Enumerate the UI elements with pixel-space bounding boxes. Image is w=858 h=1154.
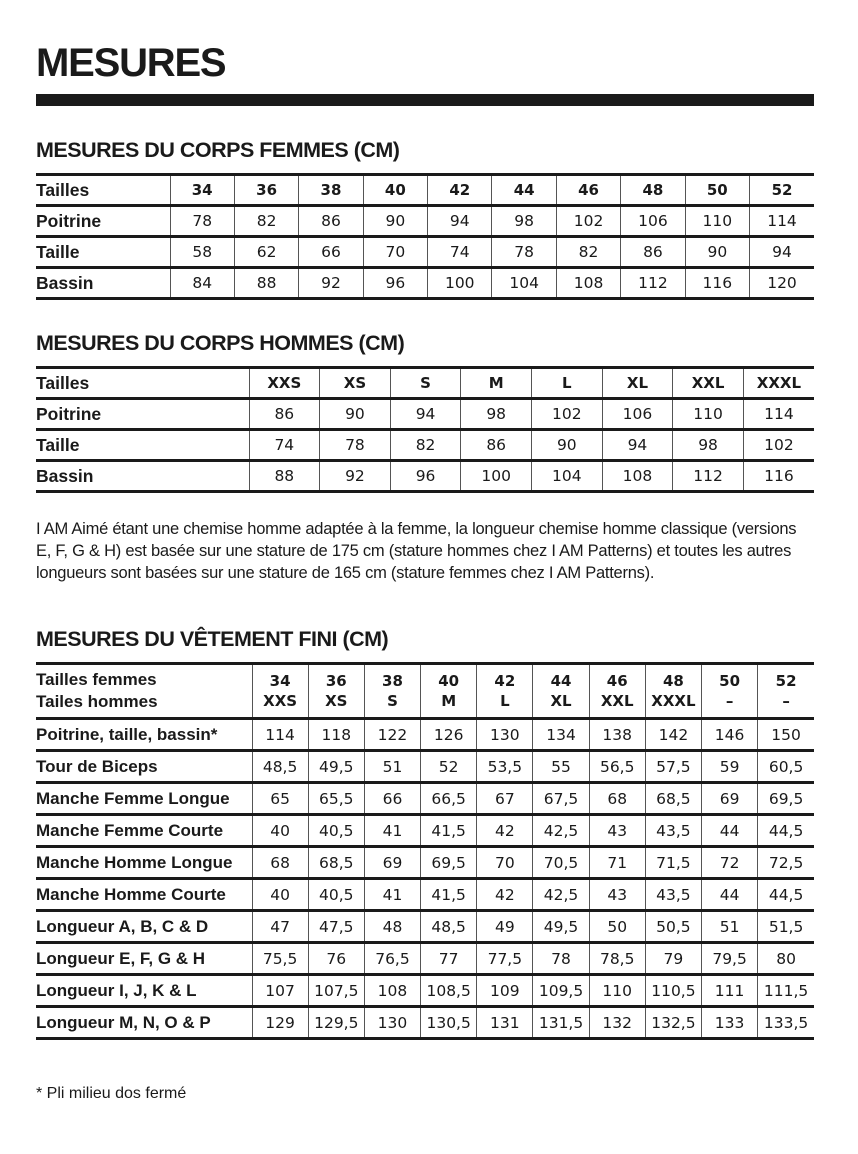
measurement-cell: 41 (364, 815, 420, 847)
measurement-cell: 111 (702, 975, 758, 1007)
measurement-cell: 60,5 (758, 751, 814, 783)
measurement-cell: 86 (621, 237, 685, 268)
row-label: Manche Femme Longue (36, 788, 230, 808)
measurement-cell: 70,5 (533, 847, 589, 879)
row-label: Poitrine (36, 210, 102, 231)
row-label: Longueur M, N, O & P (36, 1012, 211, 1032)
measurement-cell: 100 (428, 268, 492, 299)
measurement-cell: 40 (252, 815, 308, 847)
size-header: XXS (249, 368, 320, 399)
measurement-cell: 40 (252, 879, 308, 911)
table-header-row (36, 664, 814, 719)
measurement-cell: 41 (364, 879, 420, 911)
measurement-cell: 112 (673, 461, 744, 492)
measurement-cell: 106 (602, 399, 673, 430)
measurement-cell: 94 (602, 430, 673, 461)
men-size: XS (325, 692, 348, 710)
measurement-cell: 42 (477, 815, 533, 847)
row-label: Taille (36, 241, 80, 262)
measurement-cell: 42,5 (533, 879, 589, 911)
measurement-cell: 104 (492, 268, 556, 299)
measurement-cell: 42 (477, 879, 533, 911)
measurement-cell: 77 (421, 943, 477, 975)
measurement-cell: 90 (363, 206, 427, 237)
header-label (36, 664, 252, 719)
size-header (308, 664, 364, 719)
women-size: 42 (494, 672, 516, 690)
measurement-cell: 62 (234, 237, 298, 268)
measurement-cell: 129 (252, 1007, 308, 1039)
measurement-cell: 138 (589, 719, 645, 751)
table-row (36, 430, 814, 461)
measurement-cell: 71,5 (645, 847, 701, 879)
measurement-cell: 56,5 (589, 751, 645, 783)
measurement-cell: 133 (702, 1007, 758, 1039)
measurement-cell: 94 (390, 399, 461, 430)
measurement-cell: 72,5 (758, 847, 814, 879)
measurement-cell: 114 (750, 206, 814, 237)
measurement-cell: 92 (299, 268, 363, 299)
table-row (36, 268, 814, 299)
measurement-cell: 98 (673, 430, 744, 461)
men-size: – (782, 692, 790, 710)
size-header (421, 664, 477, 719)
row-label: Bassin (36, 465, 94, 486)
men-size: XXS (263, 692, 298, 710)
measurement-cell: 86 (249, 399, 320, 430)
measurement-cell: 88 (249, 461, 320, 492)
measurement-cell: 42,5 (533, 815, 589, 847)
size-header: 34 (170, 175, 234, 206)
women-size: 48 (662, 672, 684, 690)
table-row (36, 399, 814, 430)
measurement-cell: 84 (170, 268, 234, 299)
measurement-cell: 74 (428, 237, 492, 268)
size-header: 36 (234, 175, 298, 206)
women-body-heading: MESURES DU CORPS FEMMES (CM) (36, 138, 400, 162)
size-header: XXL (673, 368, 744, 399)
table-row (36, 751, 814, 783)
measurement-cell: 48,5 (421, 911, 477, 943)
row-label: Poitrine (36, 403, 102, 424)
row-label: Manche Femme Courte (36, 820, 224, 840)
measurement-cell: 58 (170, 237, 234, 268)
women-size: 44 (550, 672, 572, 690)
measurement-cell: 44 (702, 879, 758, 911)
measurement-cell: 70 (363, 237, 427, 268)
size-header (252, 664, 308, 719)
measurement-cell: 67,5 (533, 783, 589, 815)
measurement-cell: 86 (461, 430, 532, 461)
measurement-cell: 142 (645, 719, 701, 751)
measurement-cell: 110 (685, 206, 749, 237)
size-header: 42 (428, 175, 492, 206)
measurement-cell: 82 (234, 206, 298, 237)
measurement-cell: 86 (299, 206, 363, 237)
measurement-cell: 68 (252, 847, 308, 879)
measurement-cell: 40,5 (308, 815, 364, 847)
measurement-cell: 82 (390, 430, 461, 461)
measurement-cell: 69 (364, 847, 420, 879)
measurement-cell: 100 (461, 461, 532, 492)
header-label: Tailles (36, 372, 90, 393)
women-size: 34 (269, 672, 291, 690)
measurement-cell: 90 (532, 430, 603, 461)
measurement-cell: 102 (556, 206, 620, 237)
women-size: 46 (606, 672, 628, 690)
men-size: S (387, 692, 398, 710)
measurement-cell: 48 (364, 911, 420, 943)
row-label: Longueur I, J, K & L (36, 980, 197, 1000)
size-header (645, 664, 701, 719)
measurement-cell: 76 (308, 943, 364, 975)
men-size: M (441, 692, 457, 710)
measurement-cell: 150 (758, 719, 814, 751)
footnote: * Pli milieu dos fermé (36, 1085, 187, 1102)
size-header (364, 664, 420, 719)
size-header (758, 664, 814, 719)
measurement-cell: 96 (390, 461, 461, 492)
measurement-cell: 76,5 (364, 943, 420, 975)
measurement-cell: 55 (533, 751, 589, 783)
size-header: 52 (750, 175, 814, 206)
measurement-cell: 107,5 (308, 975, 364, 1007)
row-label: Taille (36, 434, 80, 455)
measurement-cell: 65,5 (308, 783, 364, 815)
table-row (36, 815, 814, 847)
measurement-cell: 41,5 (421, 815, 477, 847)
table-row (36, 975, 814, 1007)
size-header: 46 (556, 175, 620, 206)
measurement-cell: 108 (556, 268, 620, 299)
measurement-cell: 96 (363, 268, 427, 299)
measurement-cell: 68,5 (308, 847, 364, 879)
measurement-cell: 74 (249, 430, 320, 461)
measurement-cell: 50 (589, 911, 645, 943)
measurement-cell: 72 (702, 847, 758, 879)
measurement-cell: 51 (702, 911, 758, 943)
measurement-cell: 126 (421, 719, 477, 751)
row-label: Longueur E, F, G & H (36, 948, 206, 968)
men-size: XL (550, 692, 572, 710)
measurement-cell: 94 (428, 206, 492, 237)
measurement-cell: 111,5 (758, 975, 814, 1007)
measurement-cell: 92 (320, 461, 391, 492)
measurement-cell: 40,5 (308, 879, 364, 911)
measurement-cell: 78,5 (589, 943, 645, 975)
row-label: Poitrine, taille, bassin* (36, 724, 218, 744)
table-row (36, 943, 814, 975)
women-body-table (36, 173, 814, 300)
measurement-cell: 132,5 (645, 1007, 701, 1039)
measurement-cell: 68 (589, 783, 645, 815)
measurement-cell: 133,5 (758, 1007, 814, 1039)
measurement-cell: 130 (477, 719, 533, 751)
measurement-cell: 129,5 (308, 1007, 364, 1039)
measurement-cell: 102 (532, 399, 603, 430)
measurement-cell: 51,5 (758, 911, 814, 943)
title-divider (36, 94, 814, 106)
measurement-cell: 108,5 (421, 975, 477, 1007)
measurement-cell: 65 (252, 783, 308, 815)
women-size: 36 (325, 672, 347, 690)
measurement-cell: 41,5 (421, 879, 477, 911)
measurement-cell: 44 (702, 815, 758, 847)
measurement-cell: 78 (170, 206, 234, 237)
size-header (589, 664, 645, 719)
table-header-row (36, 368, 814, 399)
size-header (533, 664, 589, 719)
measurement-cell: 94 (750, 237, 814, 268)
measurement-cell: 43,5 (645, 879, 701, 911)
measurement-cell: 131,5 (533, 1007, 589, 1039)
women-size: 52 (775, 672, 797, 690)
measurement-cell: 53,5 (477, 751, 533, 783)
measurement-cell: 79 (645, 943, 701, 975)
measurement-cell: 59 (702, 751, 758, 783)
measurement-cell: 106 (621, 206, 685, 237)
measurement-cell: 114 (252, 719, 308, 751)
measurement-cell: 109,5 (533, 975, 589, 1007)
table-row (36, 783, 814, 815)
measurement-cell: 112 (621, 268, 685, 299)
men-size: – (725, 692, 734, 710)
size-header: XS (320, 368, 391, 399)
measurement-cell: 110 (673, 399, 744, 430)
measurement-cell: 110 (589, 975, 645, 1007)
measurement-cell: 69,5 (421, 847, 477, 879)
row-label: Manche Homme Courte (36, 884, 226, 904)
measurement-cell: 47 (252, 911, 308, 943)
measurement-cell: 71 (589, 847, 645, 879)
measurement-cell: 131 (477, 1007, 533, 1039)
measurement-cell: 78 (492, 237, 556, 268)
measurement-cell: 146 (702, 719, 758, 751)
size-header: 44 (492, 175, 556, 206)
measurement-cell: 69,5 (758, 783, 814, 815)
measurement-cell: 43 (589, 815, 645, 847)
size-header: XXXL (743, 368, 814, 399)
size-header: XL (602, 368, 673, 399)
measurement-cell: 130 (364, 1007, 420, 1039)
table-row (36, 879, 814, 911)
measurement-cell: 90 (685, 237, 749, 268)
measurement-cell: 48,5 (252, 751, 308, 783)
measurement-cell: 98 (461, 399, 532, 430)
women-size: 50 (719, 672, 741, 690)
row-label: Bassin (36, 272, 94, 293)
measurement-cell: 114 (743, 399, 814, 430)
measurement-cell: 79,5 (702, 943, 758, 975)
stature-note: I AM Aimé étant une chemise homme adaptée à la femme, la longueur chemise homme classique (versions E, F, G & H) est basée sur une stature de 175 cm (stature hommes chez I AM Patterns) et toutes les autres longueurs sont basées sur une stature de 165 cm (stature femmes chez I AM Patterns). (36, 520, 797, 582)
measurement-cell: 67 (477, 783, 533, 815)
measurement-cell: 69 (702, 783, 758, 815)
table-row (36, 1007, 814, 1039)
size-header: M (461, 368, 532, 399)
measurement-cell: 107 (252, 975, 308, 1007)
table-row (36, 237, 814, 268)
measurement-cell: 43 (589, 879, 645, 911)
men-size: XXL (600, 692, 634, 710)
row-label: Manche Homme Longue (36, 852, 233, 872)
measurement-cell: 49,5 (533, 911, 589, 943)
measurement-cell: 110,5 (645, 975, 701, 1007)
measurement-cell: 109 (477, 975, 533, 1007)
size-header: S (390, 368, 461, 399)
table-row (36, 206, 814, 237)
men-size: L (500, 692, 510, 710)
measurement-cell: 51 (364, 751, 420, 783)
page-title: MESURES (36, 41, 226, 85)
header-label-women: Tailles femmes (36, 670, 157, 689)
header-label: Tailles (36, 179, 90, 200)
header-label-men: Tailes hommes (36, 692, 158, 711)
measurement-cell: 66,5 (421, 783, 477, 815)
measurement-cell: 108 (364, 975, 420, 1007)
measurement-cell: 78 (320, 430, 391, 461)
measurement-cell: 108 (602, 461, 673, 492)
size-header: L (532, 368, 603, 399)
measurement-cell: 130,5 (421, 1007, 477, 1039)
size-header (702, 664, 758, 719)
measurement-cell: 104 (532, 461, 603, 492)
men-body-heading: MESURES DU CORPS HOMMES (CM) (36, 331, 405, 355)
measurement-cell: 90 (320, 399, 391, 430)
measurement-cell: 66 (299, 237, 363, 268)
measurement-cell: 49 (477, 911, 533, 943)
measurement-cell: 44,5 (758, 879, 814, 911)
table-row (36, 847, 814, 879)
measurement-cell: 66 (364, 783, 420, 815)
men-body-table (36, 366, 814, 493)
measurement-cell: 78 (533, 943, 589, 975)
measurement-cell: 44,5 (758, 815, 814, 847)
measurement-cell: 134 (533, 719, 589, 751)
measurement-cell: 98 (492, 206, 556, 237)
table-row (36, 461, 814, 492)
women-size: 38 (382, 672, 403, 690)
measurement-cell: 77,5 (477, 943, 533, 975)
table-row (36, 911, 814, 943)
measurement-cell: 118 (308, 719, 364, 751)
garment-table (36, 662, 814, 1040)
size-header (477, 664, 533, 719)
women-size: 40 (438, 672, 460, 690)
size-header: 38 (299, 175, 363, 206)
garment-heading: MESURES DU VÊTEMENT FINI (CM) (36, 627, 389, 651)
measurement-cell: 88 (234, 268, 298, 299)
measurement-cell: 57,5 (645, 751, 701, 783)
measurement-cell: 68,5 (645, 783, 701, 815)
measurement-cell: 70 (477, 847, 533, 879)
measurement-cell: 49,5 (308, 751, 364, 783)
measurement-cell: 120 (750, 268, 814, 299)
measurement-cell: 47,5 (308, 911, 364, 943)
row-label: Longueur A, B, C & D (36, 916, 209, 936)
table-row (36, 719, 814, 751)
measurement-cell: 43,5 (645, 815, 701, 847)
measurement-cell: 132 (589, 1007, 645, 1039)
row-label: Tour de Biceps (36, 756, 158, 776)
measurement-cell: 50,5 (645, 911, 701, 943)
size-header: 48 (621, 175, 685, 206)
measurement-cell: 102 (743, 430, 814, 461)
measurement-cell: 116 (685, 268, 749, 299)
table-header-row (36, 175, 814, 206)
measurement-cell: 80 (758, 943, 814, 975)
measurement-cell: 122 (364, 719, 420, 751)
measurement-cell: 75,5 (252, 943, 308, 975)
men-size: XXXL (651, 692, 696, 710)
measurement-cell: 52 (421, 751, 477, 783)
measurement-cell: 116 (743, 461, 814, 492)
measurement-cell: 82 (556, 237, 620, 268)
size-header: 40 (363, 175, 427, 206)
size-header: 50 (685, 175, 749, 206)
